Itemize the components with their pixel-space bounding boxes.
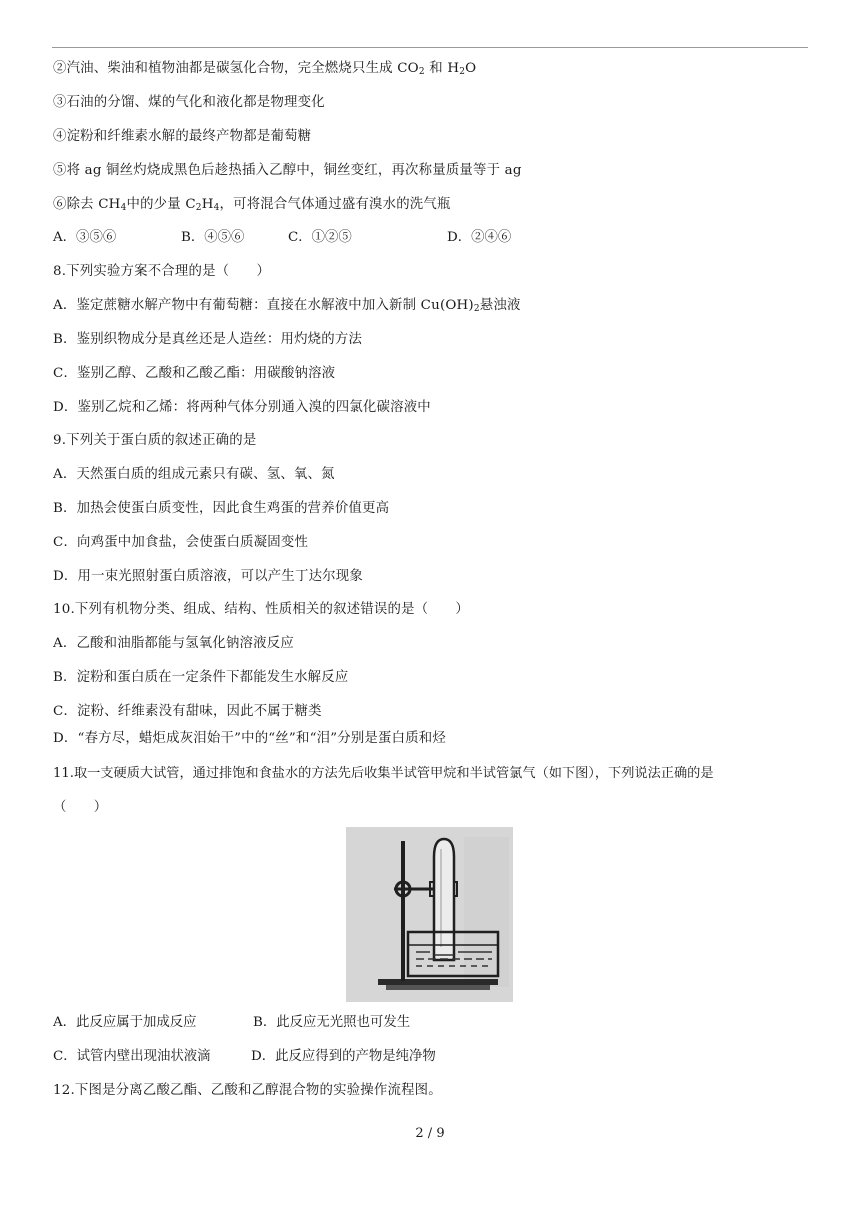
q9-option-c: C．向鸡蛋中加食盐，会使蛋白质凝固变性 <box>53 535 309 550</box>
statement-5: ⑤将 ag 铜丝灼烧成黑色后趁热插入乙醇中，铜丝变红，再次称量质量等于 ag <box>53 163 522 178</box>
q9-stem: 9.下列关于蛋白质的叙述正确的是 <box>53 433 257 448</box>
q12-stem: 12.下图是分离乙酸乙酯、乙酸和乙醇混合物的实验操作流程图。 <box>53 1083 442 1098</box>
statement-2: ②汽油、柴油和植物油都是碳氢化合物，完全燃烧只生成 $CO_2$ 和 $H_2O$ <box>53 61 477 77</box>
apparatus-illustration <box>346 827 513 1002</box>
q8-option-b: B．鉴别织物成分是真丝还是人造丝：用灼烧的方法 <box>53 332 363 347</box>
q8-option-d: D．鉴别乙烷和乙烯：将两种气体分别通入溴的四氯化碳溶液中 <box>53 400 431 415</box>
header-rule <box>52 47 808 48</box>
statement-3: ③石油的分馏、煤的气化和液化都是物理变化 <box>53 95 325 110</box>
q8-option-c: C．鉴别乙醇、乙酸和乙酸乙酯：用碳酸钠溶液 <box>53 366 336 381</box>
q11-option-a: A．此反应属于加成反应 <box>53 1015 197 1030</box>
q9-option-d: D．用一束光照射蛋白质溶液，可以产生丁达尔现象 <box>53 569 363 584</box>
q9-option-b: B．加热会使蛋白质变性，因此食生鸡蛋的营养价值更高 <box>53 501 390 516</box>
q7-option-d: D．②④⑥ <box>447 230 512 245</box>
q8-stem: 8.下列实验方案不合理的是（ ） <box>53 264 271 279</box>
q7-option-b: B．④⑤⑥ <box>181 230 245 245</box>
q11-stem-paren: （ ） <box>53 800 108 815</box>
q8-option-a: A．鉴定蔗糖水解产物中有葡萄糖：直接在水解液中加入新制 $Cu(OH)_2$悬浊液 <box>53 298 521 314</box>
q9-option-a: A．天然蛋白质的组成元素只有碳、氢、氧、氮 <box>53 467 335 482</box>
statement-6: ⑥除去 $CH_4$中的少量 $C_2H_4$，可将混合气体通过盛有溴水的洗气瓶 <box>53 197 451 213</box>
page-number: 2 / 9 <box>415 1126 445 1141</box>
q11-stem: 11.取一支硬质大试管，通过排饱和食盐水的方法先后收集半试管甲烷和半试管氯气（如下图），下列说法正确的是 <box>53 766 714 781</box>
q10-stem: 10.下列有机物分类、组成、结构、性质相关的叙述错误的是（ ） <box>53 602 470 617</box>
q7-option-a: A．③⑤⑥ <box>53 230 117 245</box>
q11-option-b: B．此反应无光照也可发生 <box>253 1015 411 1030</box>
apparatus-figure <box>346 827 513 1002</box>
q11-option-d: D．此反应得到的产物是纯净物 <box>251 1049 436 1064</box>
q10-option-c: C．淀粉、纤维素没有甜味，因此不属于糖类 <box>53 704 322 719</box>
q11-option-c: C．试管内壁出现油状液滴 <box>53 1049 211 1064</box>
statement-4: ④淀粉和纤维素水解的最终产物都是葡萄糖 <box>53 129 312 144</box>
q7-option-c: C．①②⑤ <box>288 230 352 245</box>
q10-option-b: B．淀粉和蛋白质在一定条件下都能发生水解反应 <box>53 670 349 685</box>
q10-option-a: A．乙酸和油脂都能与氢氧化钠溶液反应 <box>53 636 294 651</box>
q10-option-d: D．“春方尽，蜡炬成灰泪始干”中的“丝”和“泪”分别是蛋白质和烃 <box>53 731 446 746</box>
